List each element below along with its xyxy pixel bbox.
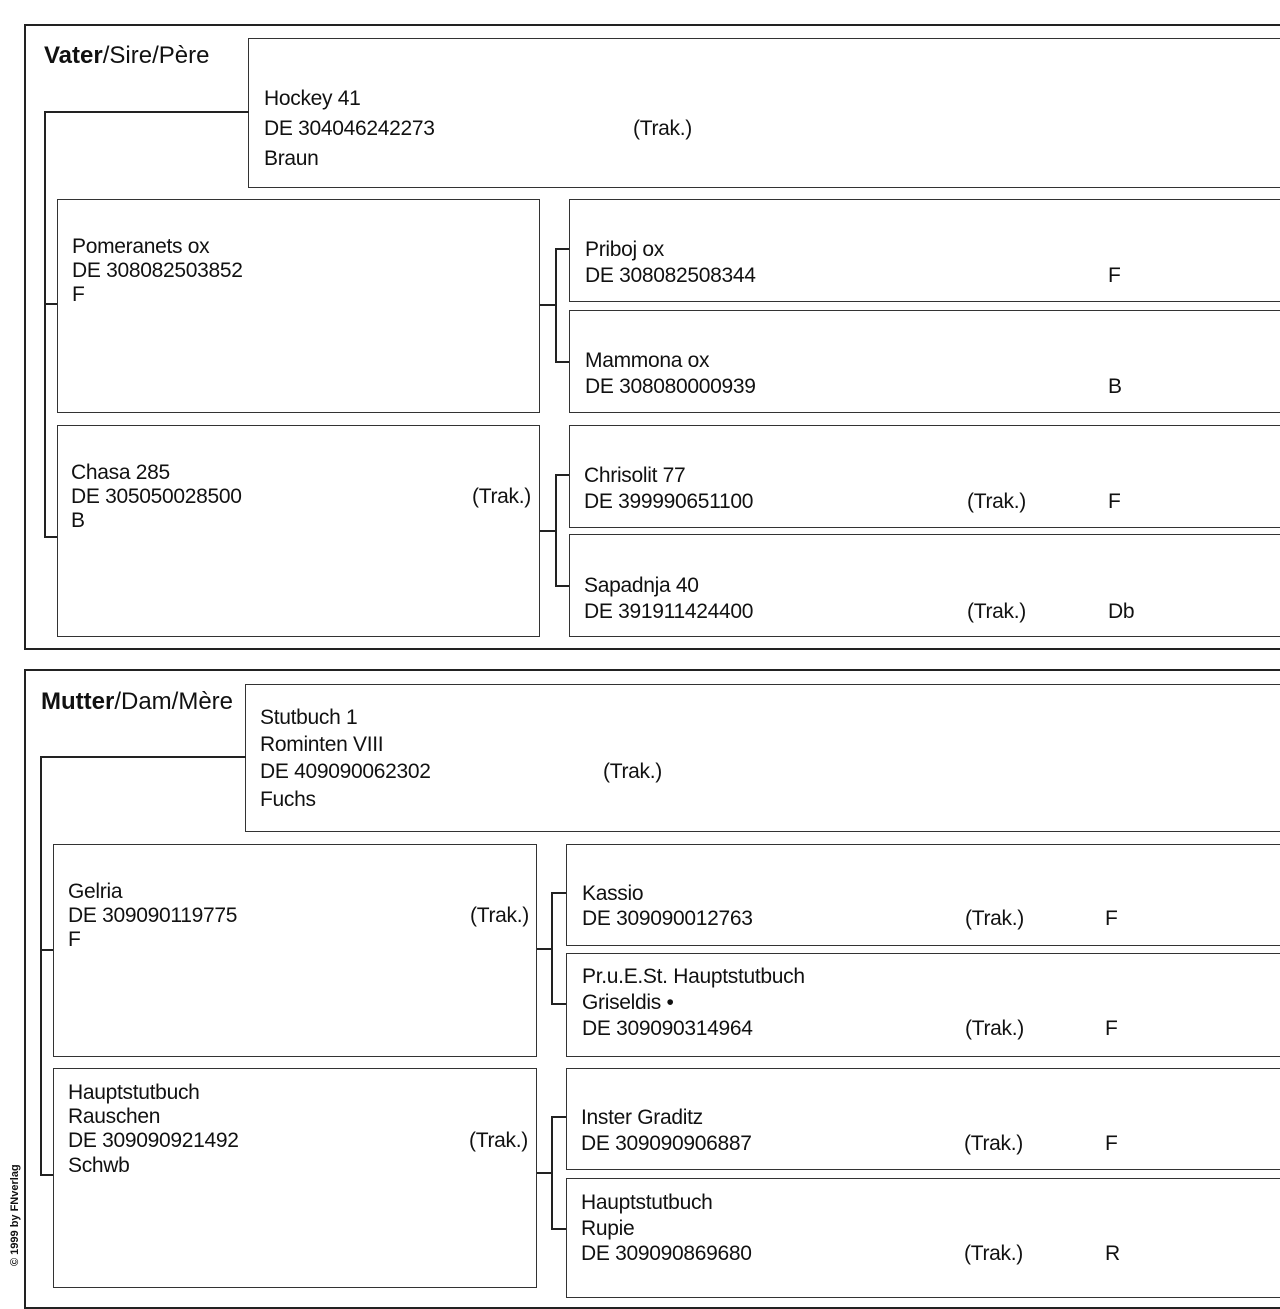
dam-gd-connector-top <box>551 1116 567 1118</box>
dam-trak: (Trak.) <box>603 760 662 783</box>
dam-connector-v <box>40 756 42 1176</box>
dam-grandsire-trak: (Trak.) <box>470 904 529 927</box>
dam-ggd1-color: F <box>1105 1017 1118 1040</box>
sire-trak: (Trak.) <box>633 117 692 140</box>
dam-ggs2-name: Inster Graditz <box>581 1106 703 1129</box>
sire-gd-connector-top <box>555 474 570 476</box>
dam-connector-h <box>40 756 246 758</box>
sire-connector-v <box>44 111 46 538</box>
dam-grandsire-reg: DE 309090119775 <box>68 904 238 927</box>
sire-gd-connector-bot <box>555 585 570 587</box>
sire-ggd2-color: Db <box>1108 600 1135 623</box>
dam-ggs1-color: F <box>1105 907 1118 930</box>
sire-grandsire-color: F <box>72 283 85 306</box>
dam-line1: Stutbuch 1 <box>260 706 358 729</box>
dam-gd-connector-v <box>551 1116 553 1230</box>
dam-ggd2-line1: Hauptstutbuch <box>581 1191 713 1214</box>
dam-ggd1-line1: Pr.u.E.St. Hauptstutbuch <box>582 965 805 988</box>
sire-granddam-name: Chasa 285 <box>71 461 170 484</box>
sire-ggd1-color: B <box>1108 375 1122 398</box>
dam-heading <box>41 688 233 716</box>
dam-gs-connector-v <box>551 892 553 1005</box>
dam-ggd1-trak: (Trak.) <box>965 1017 1024 1040</box>
sire-ggd1-name: Mammona ox <box>585 349 710 372</box>
dam-ggd2-trak: (Trak.) <box>964 1242 1023 1265</box>
dam-grandsire-box <box>53 844 537 1057</box>
sire-grandsire-box <box>57 199 540 413</box>
dam-color: Fuchs <box>260 788 316 811</box>
dam-heading-bold: Mutter <box>41 688 115 715</box>
sire-connector-h <box>44 111 249 113</box>
sire-color: Braun <box>264 147 319 170</box>
dam-ggd2-reg: DE 309090869680 <box>581 1242 752 1265</box>
sire-ggs1-name: Priboj ox <box>585 238 665 261</box>
dam-ggd1-line2: Griseldis • <box>582 991 674 1014</box>
dam-ggd2-line2: Rupie <box>581 1217 635 1240</box>
sire-ggs2-name: Chrisolit 77 <box>584 464 686 487</box>
sire-gs-connector-bot <box>555 361 570 363</box>
dam-ggs2-reg: DE 309090906887 <box>581 1132 752 1155</box>
sire-heading <box>44 42 209 70</box>
sire-box <box>248 38 1280 188</box>
sire-ggd1-reg: DE 308080000939 <box>585 375 756 398</box>
dam-ggd1-reg: DE 309090314964 <box>582 1017 753 1040</box>
sire-name: Hockey 41 <box>264 87 361 110</box>
dam-box <box>245 684 1280 832</box>
sire-granddam-box <box>57 425 540 637</box>
sire-ggd2-name: Sapadnja 40 <box>584 574 699 597</box>
dam-ggs1-reg: DE 309090012763 <box>582 907 753 930</box>
sire-ggs2-trak: (Trak.) <box>967 490 1026 513</box>
sire-ggd2-trak: (Trak.) <box>967 600 1026 623</box>
dam-granddam-trak: (Trak.) <box>469 1129 528 1152</box>
sire-ggs2-color: F <box>1108 490 1121 513</box>
sire-heading-bold: Vater <box>44 42 103 69</box>
dam-gs-connector-top <box>551 892 567 894</box>
sire-granddam-trak: (Trak.) <box>472 485 531 508</box>
sire-gs-connector-top <box>555 248 570 250</box>
dam-ggs2-trak: (Trak.) <box>964 1132 1023 1155</box>
sire-granddam-reg: DE 305050028500 <box>71 485 242 508</box>
sire-ggd2-reg: DE 391911424400 <box>584 600 754 623</box>
sire-ggs1-color: F <box>1108 264 1121 287</box>
dam-gs-connector-bot <box>551 1003 567 1005</box>
dam-granddam-line1: Hauptstutbuch <box>68 1081 200 1104</box>
sire-ggs1-reg: DE 308082508344 <box>585 264 756 287</box>
sire-ggs2-reg: DE 399990651100 <box>584 490 754 513</box>
sire-granddam-color: B <box>71 509 85 532</box>
dam-ggs2-color: F <box>1105 1132 1118 1155</box>
sire-grandsire-reg: DE 308082503852 <box>72 259 243 282</box>
dam-gd-connector-bot <box>551 1228 567 1230</box>
sire-gd-connector-v <box>555 474 557 587</box>
dam-reg: DE 409090062302 <box>260 760 431 783</box>
sire-gs-connector-v <box>555 248 557 363</box>
sire-gs-connector-h <box>540 304 556 306</box>
dam-granddam-reg: DE 309090921492 <box>68 1129 239 1152</box>
sire-gd-connector-h <box>540 530 556 532</box>
dam-grandsire-color: F <box>68 928 81 951</box>
dam-ggs1-name: Kassio <box>582 882 644 905</box>
sire-grandsire-name: Pomeranets ox <box>72 235 210 258</box>
dam-ggd2-color: R <box>1105 1242 1120 1265</box>
dam-granddam-color: Schwb <box>68 1154 130 1177</box>
dam-heading-rest: /Dam/Mère <box>114 688 234 715</box>
dam-line2: Rominten VIII <box>260 733 384 756</box>
dam-connector-h2 <box>40 949 54 951</box>
dam-grandsire-name: Gelria <box>68 880 123 903</box>
dam-connector-h3 <box>40 1174 54 1176</box>
sire-heading-rest: /Sire/Père <box>102 42 210 69</box>
sire-reg: DE 304046242273 <box>264 117 435 140</box>
dam-granddam-line2: Rauschen <box>68 1105 161 1128</box>
copyright-notice: © 1999 by FNverlag <box>9 1164 21 1266</box>
dam-ggs1-trak: (Trak.) <box>965 907 1024 930</box>
